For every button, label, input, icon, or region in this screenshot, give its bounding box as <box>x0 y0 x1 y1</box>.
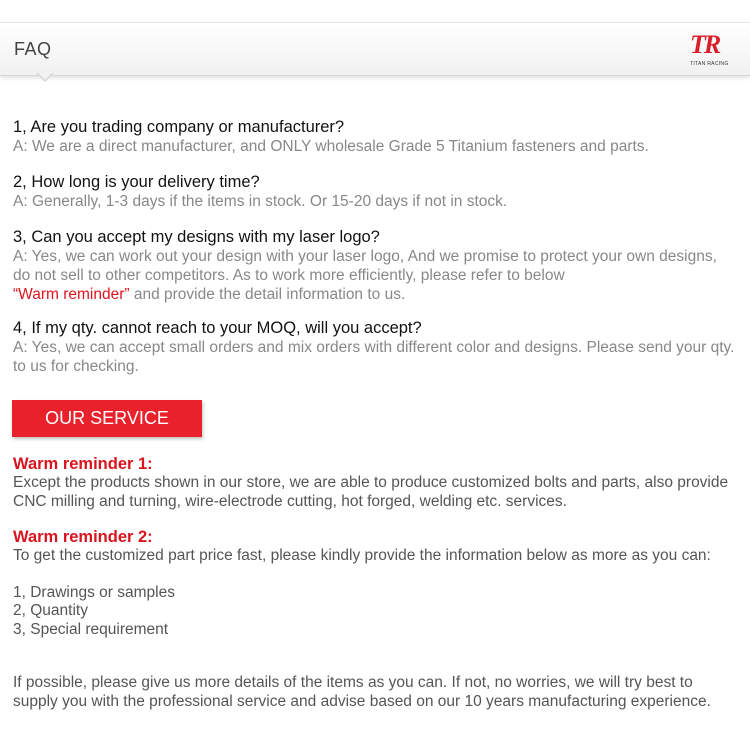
faq-question: 4, If my qty. cannot reach to your MOQ, will you accept? <box>13 319 422 337</box>
faq-answer-text: A: Yes, we can work out your design with your laser logo, And we promise to protect your own designs, do not sell to other competitors. As to work more efficiently, please refer to below <box>13 248 717 284</box>
faq-question: 1, Are you trading company or manufacturer? <box>13 118 345 136</box>
logo-mark: TR <box>690 30 720 59</box>
faq-answer: A: Yes, we can accept small orders and mix orders with different color and designs. Please send your qty. to us for checking. <box>13 339 735 375</box>
faq-item <box>13 118 738 156</box>
faq-header-bar <box>0 22 750 76</box>
logo-subtitle: TITAN RACING <box>690 61 729 67</box>
faq-item <box>13 173 738 211</box>
warm-reminder-1 <box>13 455 738 511</box>
reminder-title: Warm reminder 2: <box>13 528 153 546</box>
faq-question: 3, Can you accept my designs with my laser logo? <box>13 228 380 246</box>
faq-answer <box>13 247 738 304</box>
faq-item <box>13 228 738 304</box>
faq-answer: A: Generally, 1-3 days if the items in stock. Or 15-20 days if not in stock. <box>13 193 508 210</box>
requirement-list <box>13 584 738 640</box>
faq-item <box>13 319 738 376</box>
brand-logo <box>690 30 736 70</box>
list-item: 2, Quantity <box>13 602 88 619</box>
header-notch-inner <box>37 72 53 80</box>
reminder-text: Except the products shown in our store, we are able to produce customized bolts and parts, also provide CNC milling and turning, wire-electrode cutting, hot forged, welding etc. services. <box>13 474 729 510</box>
list-item: 3, Special requirement <box>13 620 169 638</box>
page-title: FAQ <box>14 39 52 59</box>
warm-reminder-2 <box>13 528 738 639</box>
list-item: 1, Drawings or samples <box>13 583 175 601</box>
reminder-text: To get the customized part price fast, please kindly provide the information below as more as you can: <box>13 547 711 564</box>
our-service-button: OUR SERVICE <box>12 400 202 437</box>
faq-answer-tail: and provide the detail information to us. <box>129 286 406 303</box>
warm-reminder-highlight: “Warm reminder” <box>13 286 130 303</box>
faq-answer: A: We are a direct manufacturer, and ONLY wholesale Grade 5 Titanium fasteners and parts. <box>13 138 649 155</box>
faq-question: 2, How long is your delivery time? <box>13 173 260 191</box>
reminder-title: Warm reminder 1: <box>13 455 153 473</box>
closing-text: If possible, please give us more details of the items as you can. If not, no worries, we will try best to supply you with the professional service and advise based on our 10 years manufacturing experience. <box>13 674 711 710</box>
